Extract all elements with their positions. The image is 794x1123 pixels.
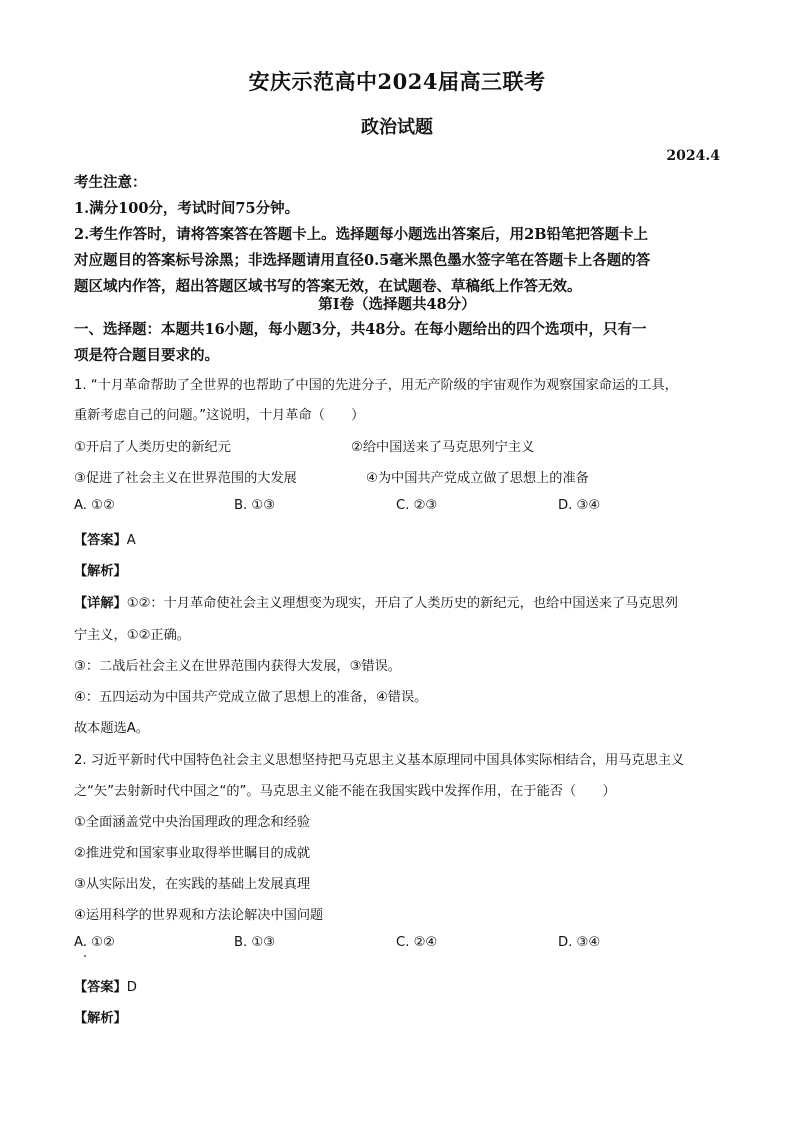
q1-option-b: B. ①③ (234, 498, 276, 513)
notice-block (74, 170, 720, 300)
q2-option-d: D. ③④ (558, 935, 601, 950)
q1-detail-line-3: ③：二战后社会主义在世界范围内获得大发展，③错误。 (74, 659, 401, 674)
q1-stem-line-2: 重新考虑自己的问题。”这说明，十月革命（ ） (74, 408, 365, 423)
q2-statement-2: ②推进党和国家事业取得举世瞩目的成就 (74, 846, 311, 861)
q1-analysis-label: 【解析】 (74, 564, 127, 579)
q2-statement-4: ④运用科学的世界观和方法论解决中国问题 (74, 908, 324, 923)
q2-option-a: A. ①② (74, 935, 115, 950)
q2-option-b: B. ①③ (234, 935, 276, 950)
q1-statement-2: ②给中国送来了马克思列宁主义 (351, 440, 535, 455)
q1-answer-label: 【答案】 (74, 533, 127, 548)
q1-answer (74, 529, 136, 548)
q2-analysis-label: 【解析】 (74, 1011, 127, 1026)
q1-stem-line-1: 1. “十月革命帮助了全世界的也帮助了中国的先进分子，用无产阶级的宇宙观作为观察国家命运的工具， (74, 378, 678, 393)
notice-item-2-line-3: 题区域内作答，超出答题区域书写的答案无效，在试题卷、草稿纸上作答无效。 (74, 278, 582, 295)
notice-item-1: 1.满分100分，考试时间75分钟。 (74, 200, 300, 217)
exam-subject: 政治试题 (361, 117, 433, 138)
section-desc-line-2: 项是符合题目要求的。 (74, 347, 219, 364)
q1-statement-1: ①开启了人类历史的新纪元 (74, 440, 231, 455)
q1-detail-label: 【详解】 (74, 596, 127, 611)
q1-statement-3: ③促进了社会主义在世界范围的大发展 (74, 471, 297, 486)
q1-detail-line-2: 宁主义，①②正确。 (74, 628, 190, 643)
q2-statement-3: ③从实际出发，在实践的基础上发展真理 (74, 877, 311, 892)
q2-stem-line-2: 之“矢”去射新时代中国之“的”。马克思主义能不能在我国实践中发挥作用，在于能否（ ） (74, 784, 616, 799)
q1-option-d: D. ③④ (558, 498, 601, 513)
q2-answer (74, 976, 137, 995)
section-title: 第Ⅰ卷（选择题共48分） (318, 296, 476, 313)
q2-answer-value: D (126, 980, 137, 995)
q1-detail-text-1: ①②：十月革命使社会主义理想变为现实，开启了人类历史的新纪元，也给中国送来了马克思列 (126, 596, 678, 611)
q1-statement-4: ④为中国共产党成立做了思想上的准备 (366, 471, 589, 486)
q1-detail-line-1 (74, 592, 720, 611)
q1-answer-value: A (126, 533, 136, 548)
q1-option-a: A. ①② (74, 498, 115, 513)
section-description (74, 317, 720, 369)
q2-option-c: C. ②④ (396, 935, 438, 950)
section-desc-line-1: 一、选择题：本题共16小题，每小题3分，共48分。在每小题给出的四个选项中，只有一 (74, 321, 647, 338)
q1-option-c: C. ②③ (396, 498, 438, 513)
q2-answer-label: 【答案】 (74, 980, 127, 995)
q2-stem-line-1: 2. 习近平新时代中国特色社会主义思想坚持把马克思主义基本原理同中国具体实际相结合，用马克思主义 (74, 753, 685, 768)
q2-statement-1: ①全面涵盖党中央治国理政的理念和经验 (74, 815, 311, 830)
q1-detail-line-5: 故本题选A。 (74, 721, 149, 736)
q1-detail-line-4: ④：五四运动为中国共产党成立做了思想上的准备，④错误。 (74, 690, 428, 705)
notice-item-2-line-2: 对应题目的答案标号涂黑；非选择题请用直径0.5毫米黑色墨水签字笔在答题卡上各题的答 (74, 252, 651, 269)
notice-item-2-line-1: 2.考生作答时，请将答案答在答题卡上。选择题每小题选出答案后，用2B铅笔把答题卡上 (74, 226, 648, 243)
scan-dot (84, 955, 86, 957)
exam-title: 安庆示范高中2024届高三联考 (248, 69, 546, 94)
exam-date: 2024.4 (666, 148, 720, 164)
notice-heading: 考生注意： (74, 174, 147, 191)
